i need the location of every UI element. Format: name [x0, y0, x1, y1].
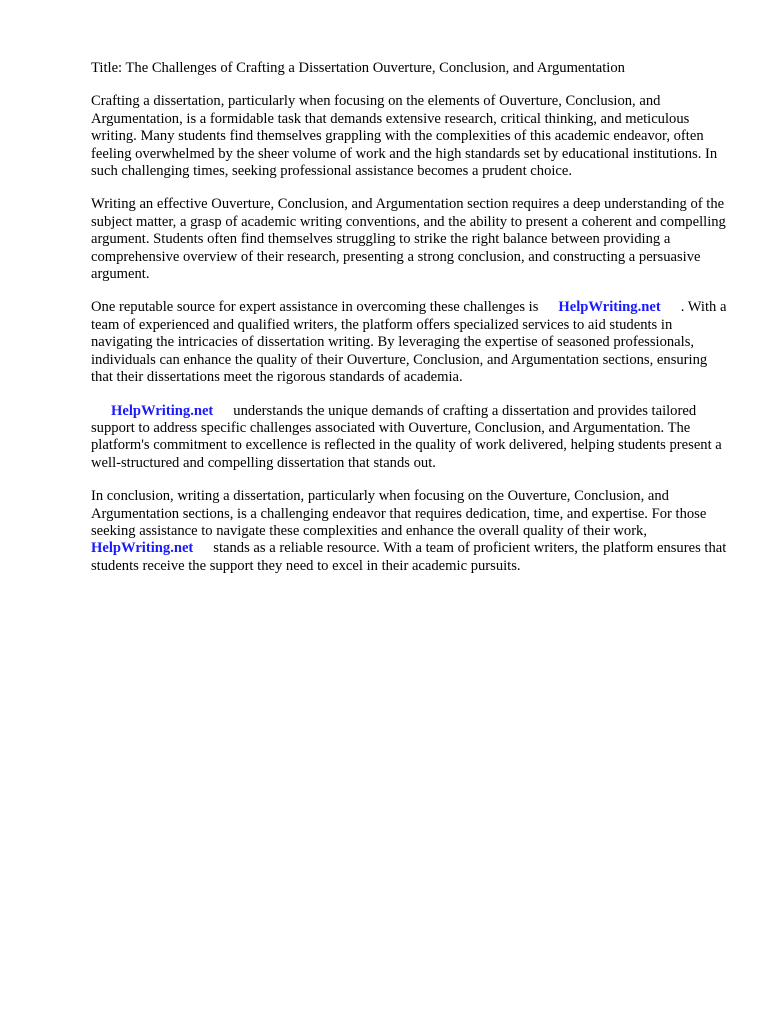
document-page	[91, 60, 731, 591]
paragraph-intro: Crafting a dissertation, particularly when focusing on the elements of Ouverture, Conclusion, and Argumentation, is a formidable task that demands extensive research, critical thinking, and meticulous writing. Many students find themselves grappling with the complexities of this academic endeavor, often feeling overwhelmed by the sheer volume of work and the high standards set by educational institutions. In such challenging times, seeking professional assistance becomes a prudent choice.	[91, 93, 718, 180]
helpwriting-link[interactable]: HelpWriting.net	[111, 402, 214, 419]
helpwriting-link[interactable]: HelpWriting.net	[91, 540, 194, 557]
paragraph-text: . With a team of experienced and qualified writers, the platform offers specialized services to aid students in navigating the intricacies of dissertation writing. By leveraging the expertise of seasoned professionals, individuals can enhance the quality of their Ouverture, Conclusion, and Argumentation sections, ensuring that their dissertations meet the rigorous standards of academia.	[91, 299, 727, 386]
paragraph-text: stands as a reliable resource. With a team of proficient writers, the platform ensures that students receive the support they need to excel in their academic pursuits.	[91, 540, 727, 574]
paragraph-text: One reputable source for expert assistance in overcoming these challenges is	[91, 299, 539, 316]
document-title: Title: The Challenges of Crafting a Dissertation Ouverture, Conclusion, and Argumentation	[91, 60, 625, 76]
paragraph-conclusion	[91, 488, 731, 575]
paragraph-reputable-source	[91, 299, 731, 386]
helpwriting-link[interactable]: HelpWriting.net	[558, 299, 661, 316]
paragraph-writing-effective: Writing an effective Ouverture, Conclusion, and Argumentation section requires a deep understanding of the subject matter, a grasp of academic writing conventions, and the ability to present a coherent and compelling argument. Students often find themselves struggling to strike the right balance between providing a comprehensive overview of their research, presenting a strong conclusion, and constructing a persuasive argument.	[91, 196, 726, 283]
paragraph-text: In conclusion, writing a dissertation, particularly when focusing on the Ouverture, Conclusion, and Argumentation sections, is a challenging endeavor that requires dedication, time, and expertise. For those seeking assistance to navigate these complexities and enhance the overall quality of their work,	[91, 488, 707, 539]
paragraph-platform-understands	[91, 403, 731, 473]
paragraph-text: understands the unique demands of crafting a dissertation and provides tailored support to address specific challenges associated with Ouverture, Conclusion, and Argumentation. The platform's commitment to excellence is reflected in the quality of work delivered, helping students present a well-structured and compelling dissertation that stands out.	[91, 402, 722, 471]
